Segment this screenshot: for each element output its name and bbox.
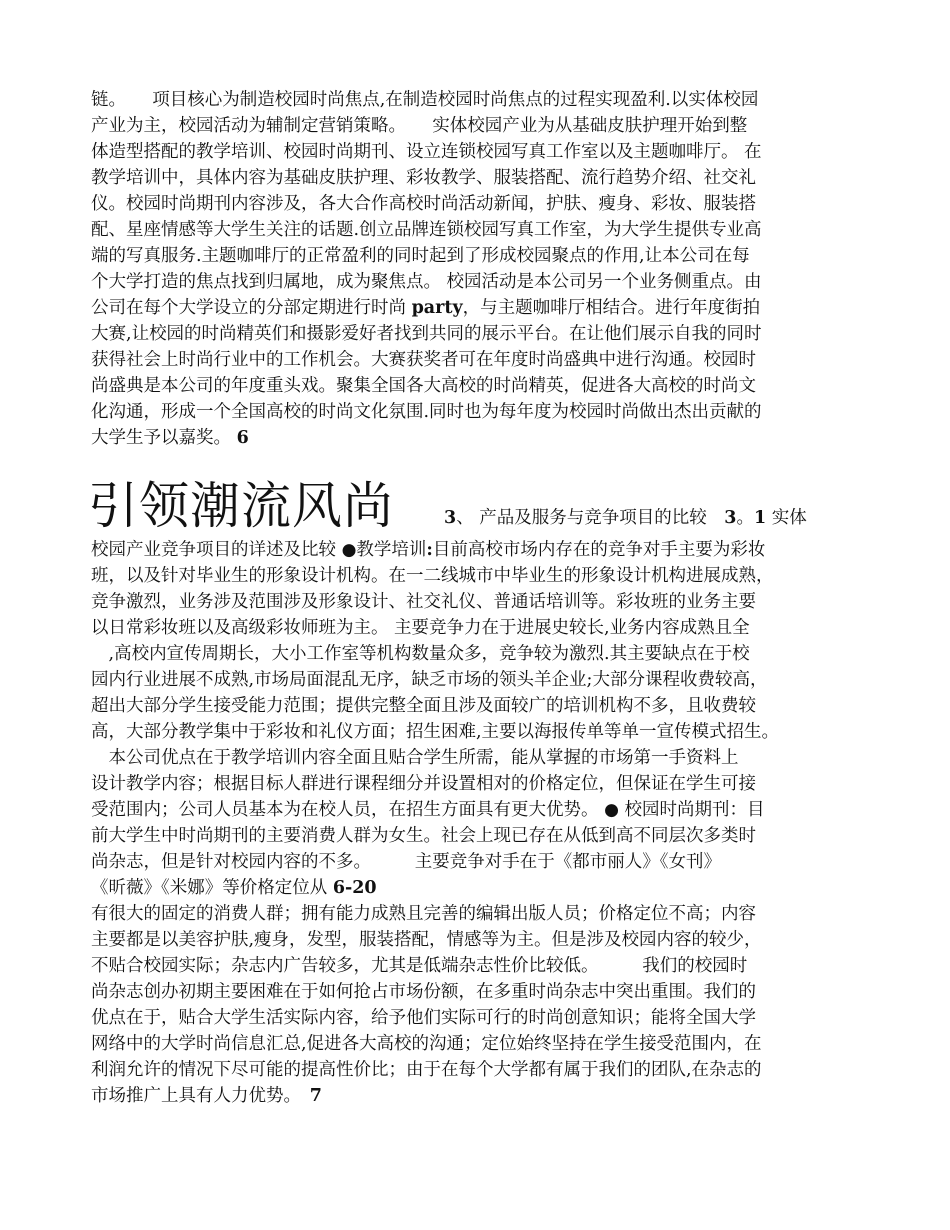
text-line: 体造型搭配的教学培训、校园时尚期刊、设立连锁校园写真工作室以及主题咖啡厅。 在: [91, 142, 762, 162]
text-line: 尚杂志创办初期主要困难在于如何抢占市场份额，在多重时尚杂志中突出重围。我们的: [91, 982, 756, 1002]
text-line: 大赛,让校园的时尚精英们和摄影爱好者找到共同的展示平台。在让他们展示自我的同时: [91, 324, 762, 344]
heading-text: 、 产品及服务与竞争项目的比较: [456, 508, 725, 528]
heading-number: 3: [724, 508, 737, 528]
text-line: 获得社会上时尚行业中的工作机会。大赛获奖者可在年度时尚盛典中进行沟通。校园时: [91, 350, 756, 370]
text-line: 仪。校园时尚期刊内容涉及，各大合作高校时尚活动新闻，护肤、瘦身、彩妆、服装搭: [91, 194, 756, 214]
text-span: ，与主题咖啡厅相结合。进行年度街拍: [462, 298, 761, 318]
text-span: 目前高校市场内存在的竞争对手主要为彩妆: [432, 540, 766, 560]
text-span: 《昕薇》《米娜》等价格定位从: [91, 878, 333, 898]
text-span: 公司在每个大学设立的分部定期进行时尚: [91, 298, 412, 318]
text-line: 网络中的大学时尚信息汇总,促进各大高校的沟通；定位始终坚持在学生接受范围内，在: [91, 1034, 762, 1054]
text-line: 个大学打造的焦点找到归属地，成为聚焦点。 校园活动是本公司另一个业务侧重点。由: [91, 272, 762, 292]
text-line: 班，以及针对毕业生的形象设计机构。在一二线城市中毕业生的形象设计机构进展成熟，: [91, 566, 774, 586]
text-line: 主要都是以美容护肤,瘦身，发型，服装搭配，情感等为主。但是涉及校园内容的较少，: [91, 930, 762, 950]
text-line: 竞争激烈，业务涉及范围涉及形象设计、社交礼仪、普通话培训等。彩妆班的业务主要: [91, 592, 756, 612]
page-number: 6: [236, 428, 249, 448]
bold-word: party: [411, 298, 463, 318]
text-line: [91, 798, 881, 822]
text-line: 化沟通，形成一个全国高校的时尚文化氛围.同时也为每年度为校园时尚做出杰出贡献的: [91, 402, 762, 422]
text-line: 设计教学内容；根据目标人群进行课程细分并设置相对的价格定位，但保证在学生可接: [91, 774, 756, 794]
text-line: 端的写真服务.主题咖啡厅的正常盈利的同时起到了形成校园聚点的作用,让本公司在每: [91, 246, 750, 266]
page-number: 7: [309, 1086, 322, 1106]
text-line: 园内行业进展不成熟,市场局面混乱无序，缺乏市场的领头羊企业;大部分课程收费较高，: [91, 670, 768, 690]
section-heading: [444, 506, 864, 530]
text-line: 链。 项目核心为制造校园时尚焦点,在制造校园时尚焦点的过程实现盈利.以实体校园: [91, 90, 759, 110]
bold-number: 6-20: [332, 878, 377, 898]
text-line: [91, 1084, 881, 1108]
text-span: 大学生予以嘉奖。: [91, 428, 237, 448]
text-line: 配、星座情感等大学生关注的话题.创立品牌连锁校园写真工作室，为大学生提供专业高: [91, 220, 762, 240]
text-line: 有很大的固定的消费人群；拥有能力成熟且完善的编辑出版人员；价格定位不高；内容: [91, 904, 756, 924]
heading-text: 。: [736, 508, 754, 528]
text-line: [91, 296, 881, 320]
text-span: 校园时尚期刊：目: [618, 800, 765, 820]
text-line: 教学培训中，具体内容为基础皮肤护理、彩妆教学、服装搭配、流行趋势介绍、社交礼: [91, 168, 756, 188]
text-line: [91, 876, 881, 900]
bullet-icon: ●: [604, 800, 619, 820]
text-line: [91, 538, 881, 562]
text-line: 产业为主，校园活动为辅制定营销策略。 实体校园产业为从基础皮肤护理开始到整: [91, 116, 748, 136]
text-span: 受范围内；公司人员基本为在校人员，在招生方面具有更大优势。: [91, 800, 605, 820]
heading-number: 1: [753, 508, 767, 528]
text-line: 以日常彩妆班以及高级彩妆师班为主。 主要竞争力在于进展史较长,业务内容成熟且全: [91, 618, 750, 638]
headline: 引领潮流风尚: [88, 477, 394, 535]
text-line: [91, 426, 881, 450]
heading-number: 3: [444, 508, 457, 528]
text-line: 超出大部分学生接受能力范围；提供完整全面且涉及面较广的培训机构不多，且收费较: [91, 696, 756, 716]
text-line: 利润允许的情况下尽可能的提高性价比；由于在每个大学都有属于我们的团队,在杂志的: [91, 1060, 762, 1080]
text-line: 本公司优点在于教学培训内容全面且贴合学生所需，能从掌握的市场第一手资料上: [91, 748, 739, 768]
text-line: 前大学生中时尚期刊的主要消费人群为女生。社会上现已存在从低到高不同层次多类时: [91, 826, 756, 846]
colon: :: [426, 540, 433, 560]
text-line: ,高校内宣传周期长，大小工作室等机构数量众多，竞争较为激烈.其主要缺点在于校: [91, 644, 750, 664]
heading-text: 实体: [766, 508, 807, 528]
text-line: 尚杂志，但是针对校园内容的不多。 主要竞争对手在于《都市丽人》《女刊》: [91, 852, 721, 872]
bullet-icon: ●: [341, 540, 357, 560]
text-span: 市场推广上具有人力优势。: [91, 1086, 310, 1106]
text-span: 校园产业竞争项目的详述及比较: [91, 540, 342, 560]
text-line: 高，大部分教学集中于彩妆和礼仪方面；招生困难,主要以海报传单等单一宣传模式招生。: [91, 722, 780, 742]
text-span: 教学培训: [356, 540, 427, 560]
text-line: 优点在于，贴合大学生活实际内容，给予他们实际可行的时尚创意知识；能将全国大学: [91, 1008, 756, 1028]
text-line: 尚盛典是本公司的年度重头戏。聚集全国各大高校的时尚精英，促进各大高校的时尚文: [91, 376, 756, 396]
text-line: 不贴合校园实际；杂志内广告较多，尤其是低端杂志性价比较低。 我们的校园时: [91, 956, 748, 976]
